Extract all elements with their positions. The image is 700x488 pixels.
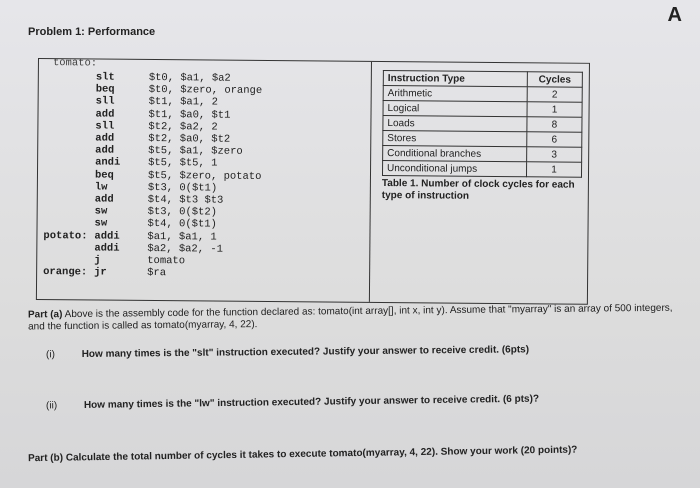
code-opcode: add (95, 144, 115, 157)
question-i-number: (i) (45, 349, 55, 361)
part-a-paragraph (28, 303, 688, 334)
code-opcode: sll (95, 95, 115, 109)
row-type: Arithmetic (383, 86, 527, 102)
code-operands: $t3, 0($t1) (147, 181, 218, 195)
code-opcode: andi (95, 156, 121, 170)
table-row (383, 86, 582, 103)
table-header-row (383, 71, 582, 88)
function-label: tomato: (52, 57, 98, 70)
header-cycles: Cycles (527, 72, 582, 87)
code-operands: $t3, 0($t2) (147, 206, 218, 219)
part-b-paragraph (28, 443, 688, 465)
question-ii-text: How many times is the "lw" instruction executed? Justify your answer to receive credit. (6 pts)? (83, 393, 540, 411)
cycles-table-wrap (382, 70, 583, 204)
code-operands: $t0, $zero, orange (148, 84, 263, 98)
row-type: Stores (383, 131, 527, 147)
table-caption: Table 1. Number of clock cycles for each type of instruction (381, 178, 575, 202)
code-opcode: beq (95, 83, 115, 96)
table-row (383, 116, 582, 133)
question-ii (46, 392, 686, 413)
code-opcode: addi (94, 230, 120, 243)
row-cycles: 3 (527, 147, 582, 162)
page-corner-mark: A (667, 4, 682, 26)
code-opcode: lw (94, 181, 108, 194)
part-b-text: Calculate the total number of cycles it takes to execute tomato(myarray, 4, 22). Show your work (20 points)? (65, 444, 578, 464)
part-a-text: Above is the assembly code for the function declared as: tomato(int array[], int x, int y). Assume that "myarray" is an array of 500 integers, and the function is called as tomato(myarray, 4, 22). (28, 302, 673, 333)
code-opcode: beq (94, 169, 114, 182)
code-operands: $t1, $a0, $t1 (148, 108, 231, 122)
problem-title: Problem 1: Performance (28, 26, 156, 38)
code-operands: $t5, $a1, $zero (148, 145, 243, 158)
code-operands: $t0, $a1, $a2 (148, 71, 231, 85)
table-row (383, 146, 582, 163)
code-opcode: sw (94, 217, 108, 231)
assembly-code-pane (37, 59, 372, 302)
code-operands: $t5, $t5, 1 (148, 157, 218, 170)
code-operands: tomato (147, 254, 186, 268)
row-type: Unconditional jumps (382, 161, 526, 177)
code-operands: $t5, $zero, potato (147, 169, 262, 183)
code-opcode: sll (95, 120, 115, 133)
question-i (46, 343, 686, 362)
code-operands: $ra (147, 267, 167, 280)
code-operands: $a2, $a2, -1 (147, 242, 224, 256)
table-row (382, 161, 581, 178)
row-cycles: 1 (527, 102, 582, 117)
code-opcode: jr (94, 266, 107, 279)
row-type: Conditional branches (383, 146, 527, 162)
question-i-text: How many times is the "slt" instruction executed? Justify your answer to receive credit. (6pts) (81, 344, 530, 360)
code-opcode: slt (95, 71, 115, 84)
code-operands: $t2, $a0, $t2 (148, 132, 231, 146)
code-operands: $t1, $a1, 2 (148, 96, 218, 109)
code-label: orange: (43, 266, 88, 279)
row-cycles: 8 (527, 117, 582, 132)
code-opcode: add (95, 132, 115, 145)
row-cycles: 6 (527, 132, 582, 147)
part-b-label: Part (b) (27, 452, 64, 465)
code-operands: $t4, 0($t1) (147, 218, 217, 231)
code-opcode: j (94, 254, 101, 267)
code-operands: $a1, $a1, 1 (147, 230, 217, 244)
code-opcode: sw (94, 205, 108, 218)
code-operands: $t4, $t3 $t3 (147, 193, 224, 207)
row-type: Logical (383, 101, 527, 117)
cycles-table (382, 70, 583, 178)
code-opcode: add (95, 108, 115, 121)
code-opcode: addi (94, 242, 120, 255)
row-type: Loads (383, 116, 527, 132)
table-row (383, 101, 582, 118)
code-line (37, 266, 367, 281)
code-label: potato: (43, 229, 88, 243)
row-cycles: 2 (527, 87, 582, 102)
question-ii-number: (ii) (45, 400, 58, 412)
table-row (383, 131, 582, 148)
code-and-table-box (36, 58, 590, 305)
code-opcode: add (94, 193, 114, 206)
code-operands: $t2, $a2, 2 (148, 120, 218, 134)
row-cycles: 1 (526, 162, 581, 177)
part-a-label: Part (a) (27, 309, 63, 321)
header-instruction-type: Instruction Type (383, 71, 527, 87)
